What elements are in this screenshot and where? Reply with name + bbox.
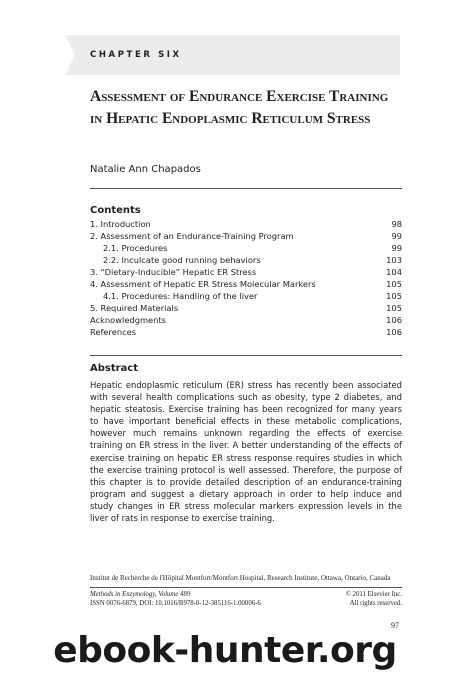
toc-entry[interactable] <box>90 302 402 314</box>
author-affiliation: Institut de Recherche de l'Hôpital Montfort/Montfort Hospital, Research Institute, Ottawa, Ontario, Canada <box>90 574 391 582</box>
toc-entry-page: 99 <box>391 231 402 241</box>
toc-entry-text: 2. Assessment of an Endurance-Training Program <box>90 231 294 241</box>
table-of-contents <box>90 218 402 338</box>
toc-entry-text: 2.1. Procedures <box>103 243 168 253</box>
chapter-label: CHAPTER SIX <box>90 50 182 60</box>
abstract-body: Hepatic endoplasmic reticulum (ER) stress has recently been associated with several health complications such as obesity, type 2 diabetes, and hepatic steatosis. Exercise training has been recognized for many years to have important beneficial effects in these metabolic complications, however much remains unknown regarding the effects of exercise training on ER stress in the liver. A better understanding of the effects of exercise training on hepatic ER stress response requires studies in which the exercise training protocol is well assessed. Therefore, the purpose of this chapter is to provide detailed description of an endurance-training program and suggest a dietary approach in order to help induce and study changes in ER stress molecular markers expression levels in the liver of rats in response to exercise training. <box>90 380 402 524</box>
toc-subentry[interactable] <box>90 254 402 266</box>
toc-entry[interactable] <box>90 230 402 242</box>
toc-entry-text: 3. “Dietary-Inducible” Hepatic ER Stress <box>90 267 257 277</box>
toc-entry-text: 2.2. Inculcate good running behaviors <box>103 255 261 265</box>
watermark-logo: ebook-hunter.org <box>53 629 397 671</box>
divider-middle <box>90 355 402 356</box>
toc-entry-page: 104 <box>386 267 402 277</box>
toc-entry-text: 4.1. Procedures: Handling of the liver <box>103 291 258 301</box>
toc-entry-page: 106 <box>386 315 402 325</box>
toc-entry-page: 105 <box>386 303 402 313</box>
journal-volume: Methods in Enzymology, Volume 489 <box>90 591 191 598</box>
toc-entry[interactable] <box>90 278 402 290</box>
toc-entry[interactable] <box>90 266 402 278</box>
toc-entry-text: References <box>90 327 137 337</box>
abstract-heading: Abstract <box>90 363 139 374</box>
toc-entry-page: 103 <box>386 255 402 265</box>
toc-entry-text: 4. Assessment of Hepatic ER Stress Molecular Markers <box>90 279 316 289</box>
toc-entry[interactable] <box>90 314 402 326</box>
footer-divider <box>90 587 402 588</box>
toc-subentry[interactable] <box>90 290 402 302</box>
footer-row-journal <box>90 591 402 598</box>
divider-top <box>90 188 402 189</box>
author-name: Natalie Ann Chapados <box>90 164 201 175</box>
rights-notice: All rights reserved. <box>349 600 402 607</box>
contents-heading: Contents <box>90 205 141 216</box>
toc-entry-page: 105 <box>386 279 402 289</box>
page-number: 97 <box>391 621 399 630</box>
toc-entry-page: 99 <box>391 243 402 253</box>
toc-entry-page: 105 <box>386 291 402 301</box>
toc-entry-text: 1. Introduction <box>90 219 151 229</box>
footer-row-issn <box>90 600 402 607</box>
issn-doi: ISSN 0076-6879, DOI: 10.1016/B978-0-12-385116-1.00006-6 <box>90 600 261 607</box>
toc-entry[interactable] <box>90 326 402 338</box>
toc-entry-page: 106 <box>386 327 402 337</box>
toc-entry-text: 5. Required Materials <box>90 303 179 313</box>
copyright-notice: © 2011 Elsevier Inc. <box>345 591 402 598</box>
toc-entry[interactable] <box>90 218 402 230</box>
chapter-arrow-notch <box>65 35 75 75</box>
chapter-title: Assessment of Endurance Exercise Training in Hepatic Endoplasmic Reticulum Stress <box>90 88 389 127</box>
toc-entry-text: Acknowledgments <box>90 315 166 325</box>
toc-subentry[interactable] <box>90 242 402 254</box>
toc-entry-page: 98 <box>391 219 402 229</box>
